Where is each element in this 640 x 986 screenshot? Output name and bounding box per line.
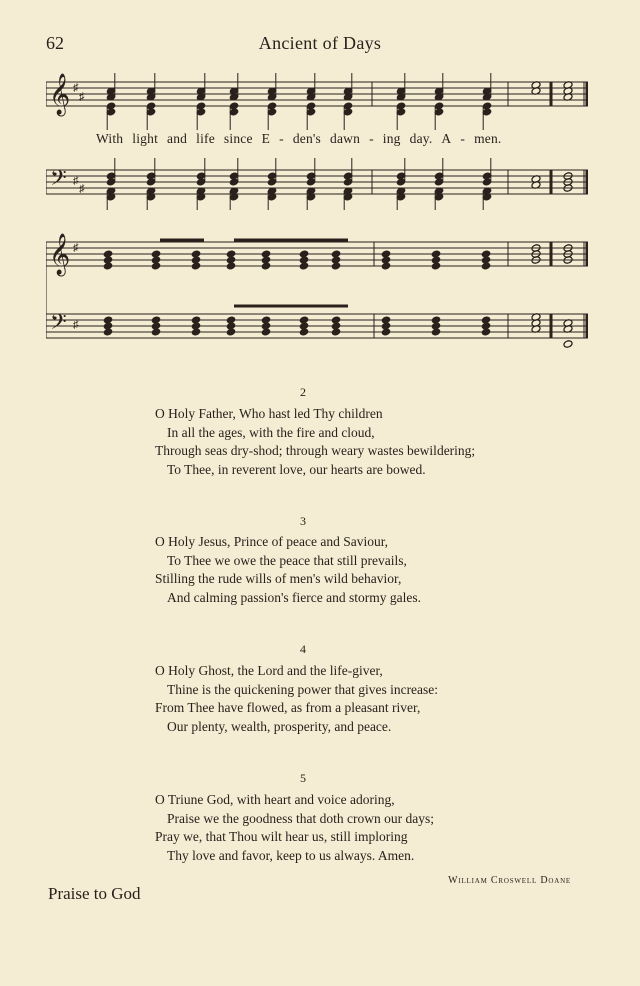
note-head	[151, 328, 161, 337]
lyric-syllable: dawn	[330, 131, 361, 146]
note-head	[563, 340, 573, 349]
lyric-syllable: and	[167, 131, 188, 146]
note-head	[261, 262, 271, 271]
note-head	[381, 262, 391, 271]
verse-line: O Triune God, with heart and voice adoring,	[155, 792, 395, 807]
verse-line: From Thee have flowed, as from a pleasant river,	[155, 700, 421, 715]
verse-line: O Holy Father, Who hast led Thy children	[155, 406, 383, 421]
verse-3	[155, 533, 575, 607]
treble-clef-icon: 𝄞	[49, 74, 71, 115]
author-attribution: William Croswell Doane	[448, 875, 571, 886]
sharp-icon: ♯	[79, 183, 85, 195]
lyric-syllable: den's	[292, 131, 322, 146]
verse-line: O Holy Jesus, Prince of peace and Saviour,	[155, 534, 389, 549]
note-head	[261, 328, 271, 337]
note-head	[381, 328, 391, 337]
note-head	[226, 262, 236, 271]
note-head	[103, 328, 113, 337]
lyric-syllable: since	[223, 131, 253, 146]
verse-line: Thine is the quickening power that gives increase:	[167, 681, 439, 697]
lyric-syllable: day.	[409, 131, 433, 146]
bass-clef-icon: 𝄢	[50, 166, 67, 196]
note-head	[299, 328, 309, 337]
page-number: 62	[46, 33, 64, 53]
verse-line: To Thee, in reverent love, our hearts are bowed.	[167, 461, 426, 477]
note-head	[481, 328, 491, 337]
lyric-syllable: light	[132, 131, 159, 146]
lyric-syllable: E	[261, 131, 271, 146]
note-head	[151, 262, 161, 271]
section-title: Praise to God	[48, 884, 141, 903]
lyric-syllable: With	[96, 131, 124, 146]
verse-line: In all the ages, with the fire and cloud,	[167, 424, 375, 440]
verse-2	[155, 405, 575, 479]
verse-line: And calming passion's fierce and stormy gales.	[167, 589, 421, 605]
lyric-syllable: ing	[382, 131, 401, 146]
verse-line: Praise we the goodness that doth crown our days;	[167, 810, 434, 826]
lyric-syllable: -	[369, 131, 374, 146]
verse-line: Our plenty, wealth, prosperity, and peace.	[167, 718, 392, 734]
verse-line: To Thee we owe the peace that still prevails,	[167, 552, 407, 568]
note-head	[191, 328, 201, 337]
lyric-syllable: life	[196, 131, 215, 146]
verse-number: 2	[300, 385, 306, 399]
note-head	[431, 262, 441, 271]
verse-line: Stilling the rude wills of men's wild behavior,	[155, 571, 402, 586]
note-head	[191, 262, 201, 271]
verse-line: Pray we, that Thou wilt hear us, still imploring	[155, 829, 408, 844]
verse-line: Thy love and favor, keep to us always. Amen.	[167, 847, 415, 863]
hymn-title: Ancient of Days	[258, 33, 382, 53]
lyric-syllable: men.	[474, 131, 502, 146]
note-head	[226, 328, 236, 337]
note-head	[299, 262, 309, 271]
lyric-syllable: -	[279, 131, 284, 146]
sharp-icon: ♯	[73, 82, 79, 94]
sharp-icon: ♯	[73, 319, 79, 331]
note-head	[103, 262, 113, 271]
treble-clef-icon: 𝄞	[49, 234, 71, 275]
bass-clef-icon: 𝄢	[50, 310, 67, 340]
verse-4	[155, 662, 575, 736]
verse-line: Through seas dry-shod; through weary wastes bewildering;	[155, 443, 476, 458]
lyric-syllable: A	[441, 131, 452, 146]
sharp-icon: ♯	[79, 91, 85, 103]
verse-number: 5	[300, 771, 306, 785]
verse-number: 4	[300, 642, 306, 656]
music-staves-bottom	[46, 232, 588, 357]
note-head	[331, 262, 341, 271]
verse-line: O Holy Ghost, the Lord and the life-giver,	[155, 663, 383, 678]
note-head	[431, 328, 441, 337]
music-score-accompaniment	[46, 232, 588, 357]
verse-5	[155, 791, 575, 865]
verse-number: 3	[300, 514, 306, 528]
sharp-icon: ♯	[73, 175, 79, 187]
note-head	[331, 328, 341, 337]
sharp-icon: ♯	[73, 242, 79, 254]
note-head	[481, 262, 491, 271]
lyric-syllable: -	[460, 131, 466, 146]
lyrics-line	[96, 131, 511, 147]
